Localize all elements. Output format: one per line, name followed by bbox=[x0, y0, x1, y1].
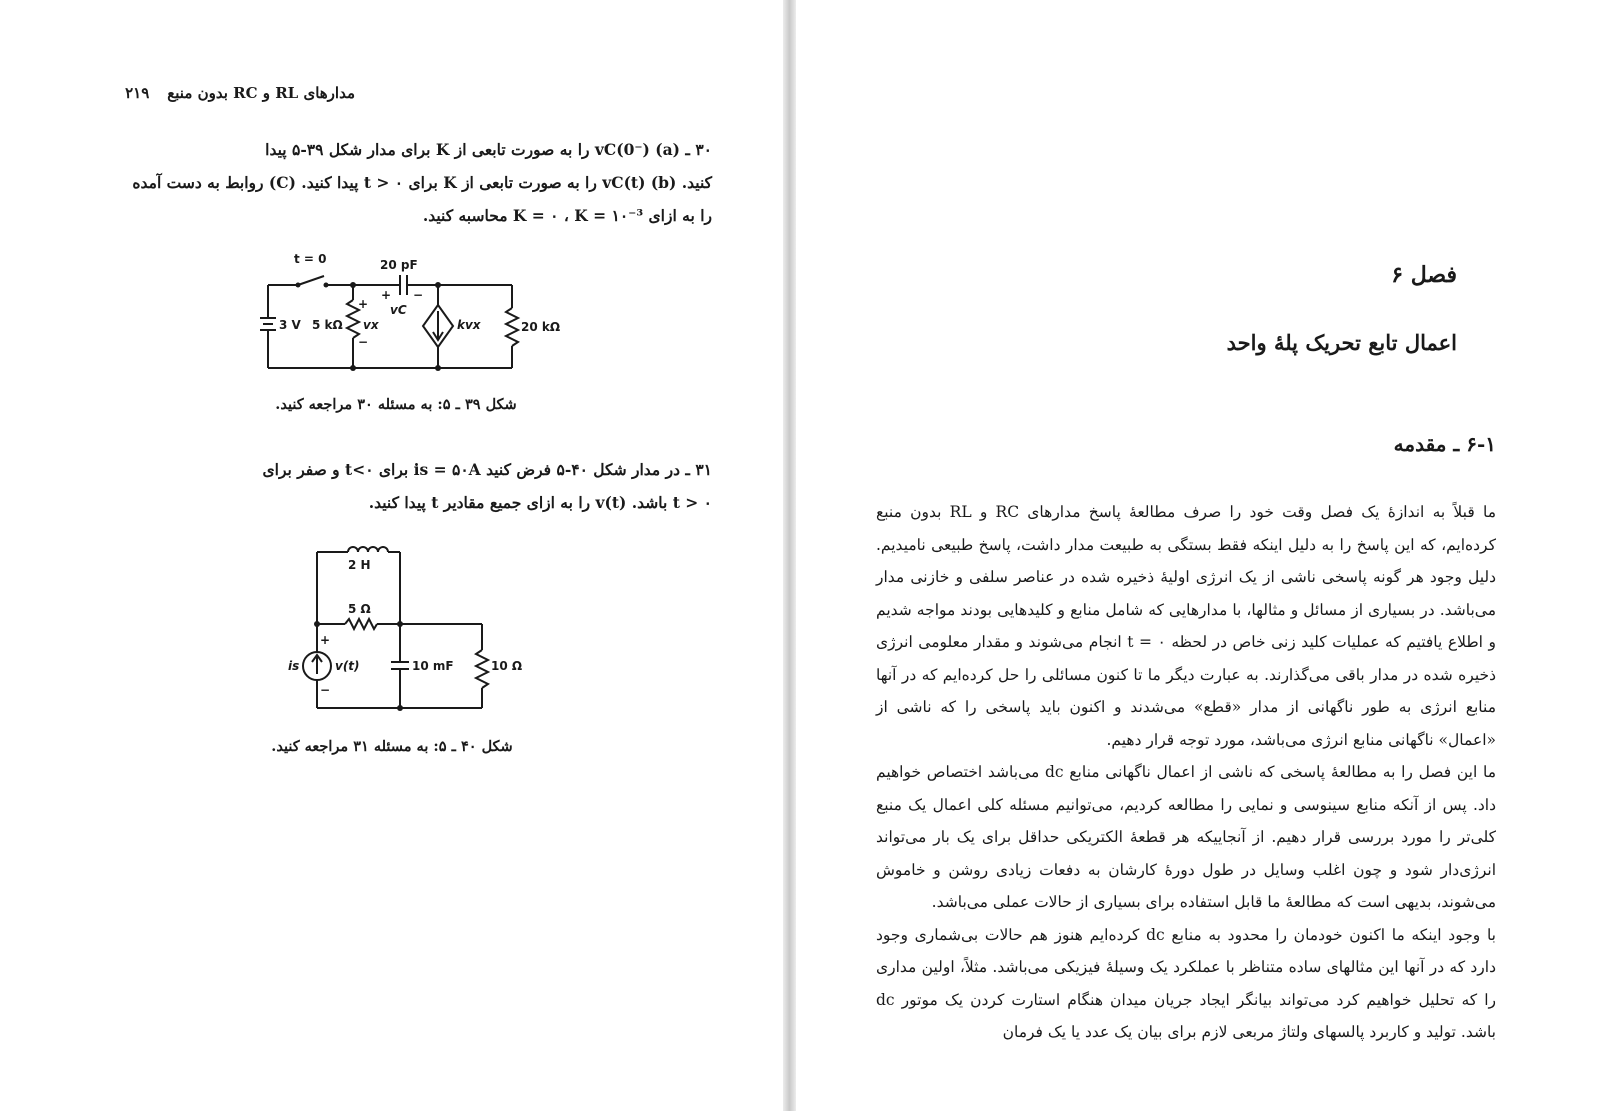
dependent-source-label: kvx bbox=[457, 318, 481, 332]
source-label: 3 V bbox=[279, 318, 301, 332]
vx-plus: + bbox=[358, 297, 369, 311]
left-page bbox=[0, 0, 783, 1111]
body-paragraph: ما قبلاً به اندازهٔ یک فصل وقت خود را صرف مطالعهٔ پاسخ مدارهای RC و RL بدون منبع کرده‌ایم، که این پاسخ را به دلیل اینکه فقط بستگی به طبیعت مدار داشت، پاسخ طبیعی نامیدیم. دلیل وجود هر گونه پاسخی ناشی از یک انرژی اولیهٔ ذخیره شده در عناصر سلفی و خازنی مدار می‌باشد. در بسیاری از مسائل و مثالها، با مدارهایی که شامل منابع و کلیدهایی بودند مواجه شدیم و اطلاع یافتیم که عملیات کلید زنی خاص در لحظه t = ۰ انجام می‌شوند و مقدار معلومی انرژی ذخیره شده در مدار باقی می‌گذارند. به عبارت دیگر ما تا کنون مسائلی را حل کرده‌ایم که در آنها منابع انرژی به طور ناگهانی از مدار «قطع» می‌شدند و اکنون باید پاسخی را که ناشی از «اعمال» ناگهانی منابع انرژی می‌باشد، مورد توجه قرار دهیم. bbox=[876, 503, 1496, 749]
inductor-label: 2 H bbox=[348, 558, 371, 572]
chapter-label: فصل ۶ bbox=[1391, 262, 1457, 288]
resistor-5k-label: 5 kΩ bbox=[312, 318, 343, 332]
switch-contact bbox=[324, 283, 329, 288]
resistor-10ohm-label: 10 Ω bbox=[491, 659, 523, 673]
figure-39-circuit bbox=[250, 248, 570, 380]
running-header bbox=[90, 84, 355, 102]
resistor-10ohm bbox=[476, 650, 488, 688]
page-number: ۲۱۹ bbox=[125, 84, 150, 102]
voltage-minus: − bbox=[320, 683, 331, 697]
switch-label: t = 0 bbox=[294, 252, 327, 266]
resistor-5ohm bbox=[345, 619, 377, 629]
problem-31-line: t > ۰ باشد. v(t) را به ازای جمیع مقادیر t پیدا کنید. bbox=[368, 493, 712, 512]
voltage-label: v(t) bbox=[335, 659, 360, 673]
node-dot bbox=[435, 365, 441, 371]
problem-30-line: را به ازای K = ۰ ، K = ۱۰⁻³ محاسبه کنید. bbox=[422, 206, 712, 225]
problem-31-line: ۳۱ ـ در مدار شکل ۴۰-۵ فرض کنید is = ۵۰A برای t<۰ و صفر برای bbox=[262, 460, 712, 479]
problem-30-line: کنید. (b) vC(t) را به صورت تابعی از K برای t > ۰ پیدا کنید. (C) روابط به دست آمده bbox=[132, 173, 712, 192]
problem-31 bbox=[88, 453, 712, 519]
right-page bbox=[796, 0, 1600, 1111]
resistor-20k bbox=[506, 308, 518, 346]
node-dot bbox=[350, 365, 356, 371]
resistor-20k-label: 20 kΩ bbox=[521, 320, 561, 334]
cap-minus: − bbox=[413, 288, 424, 302]
current-source-label: is bbox=[288, 659, 300, 673]
resistor-5ohm-label: 5 Ω bbox=[348, 602, 371, 616]
node-dot bbox=[435, 282, 441, 288]
cap-voltage-label: vC bbox=[390, 303, 407, 317]
running-header-title: مدارهای RL و RC بدون منبع bbox=[167, 84, 355, 102]
figure-40-caption: شکل ۴۰ ـ ۵: به مسئله ۳۱ مراجعه کنید. bbox=[271, 738, 513, 755]
section-heading: ۶-۱ ـ مقدمه bbox=[1393, 432, 1496, 456]
body-paragraph: ما این فصل را به مطالعهٔ پاسخی که ناشی از اعمال ناگهانی منابع dc می‌باشد اختصاص خواهیم داد. پس از آنکه منابع سینوسی و نمایی را مطالعه کردیم، می‌توانیم مسئله کلی اعمال یک منبع کلی‌تر را مورد بررسی قرار دهیم. از آنجاییکه هر قطعهٔ الکتریکی حداقل برای یک بار می‌تواند انرژی‌دار شود و چون اغلب وسایل در طول دورهٔ کارشان به دفعات زیادی روشن و خاموش می‌شوند، بدیهی است که مطالعهٔ ما قابل استفاده برای بسیاری از حالات عملی می‌باشد. bbox=[876, 763, 1496, 911]
node-dot bbox=[350, 282, 356, 288]
inductor bbox=[348, 547, 388, 552]
figure-39-caption: شکل ۳۹ ـ ۵: به مسئله ۳۰ مراجعه کنید. bbox=[275, 396, 517, 413]
cap-plus: + bbox=[381, 288, 392, 302]
capacitor-label: 20 pF bbox=[380, 258, 418, 272]
book-gutter bbox=[783, 0, 796, 1111]
figure-40-circuit bbox=[280, 540, 540, 720]
problem-30 bbox=[88, 133, 712, 232]
node-dot bbox=[397, 705, 403, 711]
vx-label: vx bbox=[363, 318, 379, 332]
problem-30-line: ۳۰ ـ (a) vC(0⁻) را به صورت تابعی از K برای مدار شکل ۳۹-۵ پیدا bbox=[265, 140, 712, 159]
capacitor-label: 10 mF bbox=[412, 659, 454, 673]
switch-blade bbox=[298, 276, 324, 285]
chapter-title: اعمال تابع تحریک پلهٔ واحد bbox=[1226, 330, 1457, 355]
vx-minus: − bbox=[358, 335, 369, 349]
switch-contact bbox=[296, 283, 301, 288]
body-paragraph: با وجود اینکه ما اکنون خودمان را محدود به منابع dc کرده‌ایم هنوز هم حالات بی‌شماری وجود دارد که در آنها این مثالهای ساده متناظر با عملکرد یک وسیلهٔ فیزیکی می‌باشد. مثلاً، اولین مداری را که تحلیل خواهیم کرد می‌تواند بیانگر ایجاد جریان میدان هنگام استارت کردن یک موتور dc باشد. تولید و کاربرد پالسهای ولتاژ مربعی لازم برای بیان یک عدد یا یک فرمان bbox=[876, 925, 1496, 1041]
node-dot bbox=[397, 621, 403, 627]
voltage-plus: + bbox=[320, 633, 331, 647]
body-text bbox=[876, 496, 1496, 1049]
node-dot bbox=[314, 621, 320, 627]
